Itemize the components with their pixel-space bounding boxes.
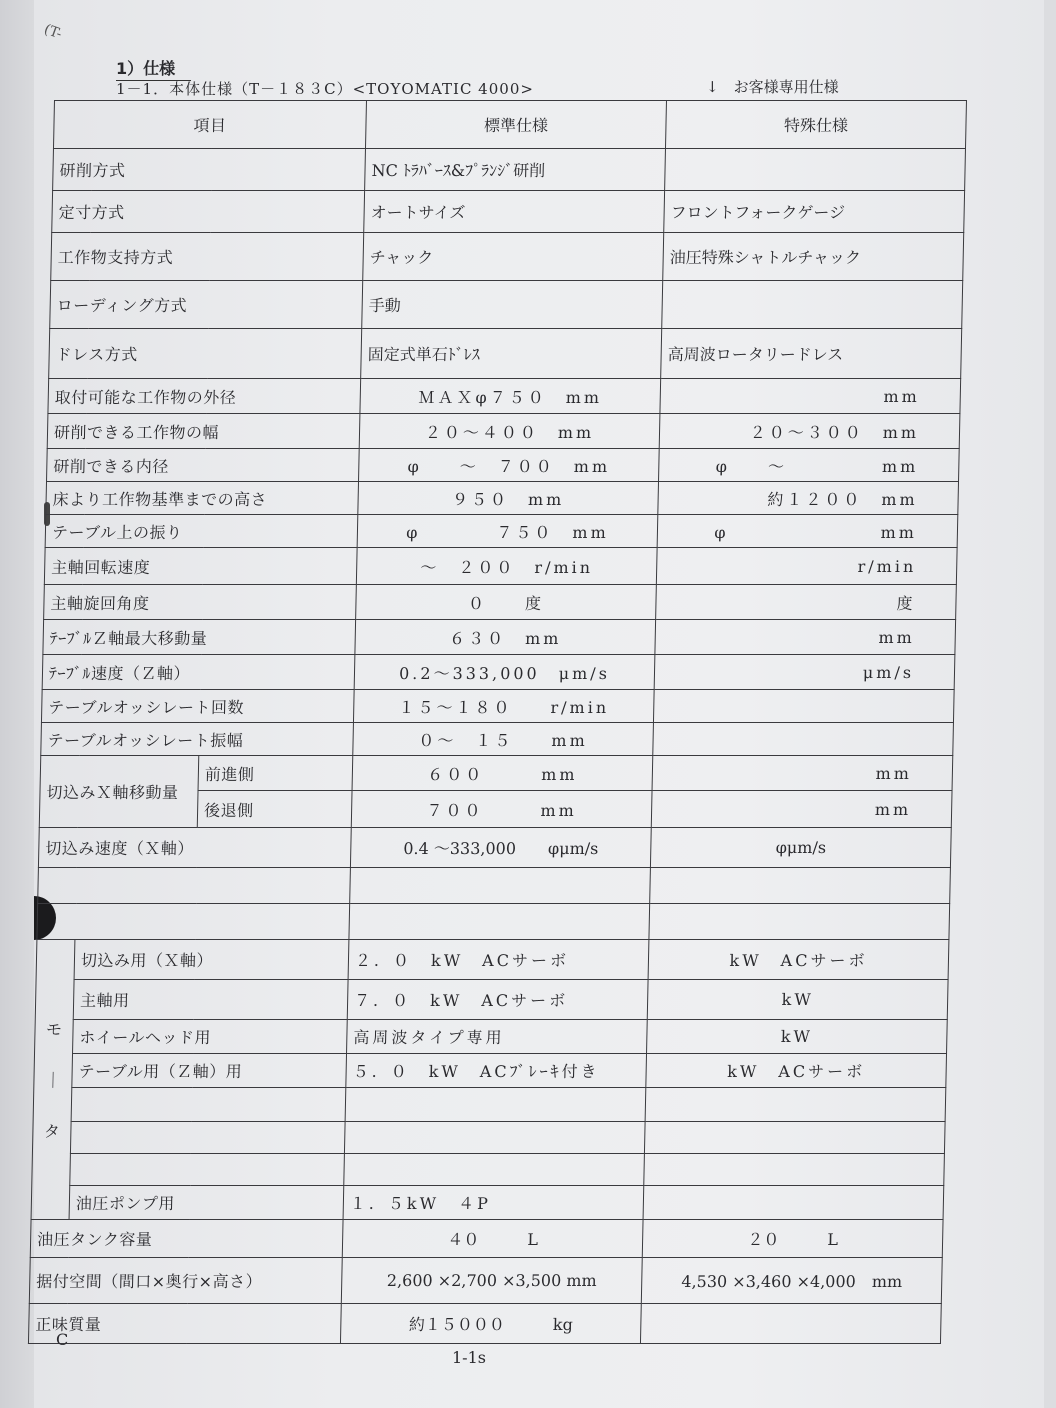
blank-cell: [349, 904, 650, 940]
row-item: 主軸旋回角度: [44, 585, 357, 620]
table-row: [40, 756, 953, 791]
blank-row: [37, 904, 950, 940]
header-special: 特殊仕様: [666, 101, 967, 149]
row-item: 正味質量: [28, 1304, 341, 1344]
row-standard: ６３０ mm: [355, 620, 656, 655]
tab-label: (T-: [41, 21, 64, 43]
table-row: [47, 414, 960, 449]
table-row: [38, 828, 951, 868]
table-row: [41, 723, 954, 756]
infeed-backward-label: 後退側: [197, 791, 352, 828]
row-item: テーブルオッシレート回数: [41, 690, 354, 723]
blank-cell: [350, 868, 651, 904]
blank-row: [38, 868, 951, 904]
row-standard: φ ～ ７００ mm: [359, 449, 660, 482]
row-special: 油圧特殊シャトルチャック: [663, 233, 964, 281]
row-special: [665, 149, 966, 191]
motor-row: [36, 940, 949, 980]
table-row: [48, 379, 961, 414]
motor-item: 切込み用（Ｘ軸）: [74, 940, 349, 980]
row-special: μm/s: [654, 655, 955, 690]
row-special: ２０～３００ mm: [659, 414, 960, 449]
table-row: [44, 548, 957, 585]
table-row: [49, 329, 962, 379]
row-standard: 手動: [362, 281, 663, 329]
row-item: 定寸方式: [52, 191, 365, 233]
infeed-speed-standard: 0.4 ～333,000 φμm/s: [350, 828, 651, 868]
customer-spec-note: ↓ お客様専用仕様: [706, 78, 839, 96]
row-standard: チャック: [363, 233, 664, 281]
table-row: [45, 515, 958, 548]
row-standard: 約１５０００ kg: [340, 1304, 641, 1344]
table-row: [52, 191, 965, 233]
motor-item: ホイールヘッド用: [73, 1020, 348, 1054]
row-item: ﾃｰﾌﾞﾙＺ軸最大移動量: [43, 620, 356, 655]
motor-standard: ７．０ kW ACサーボ: [347, 980, 648, 1020]
table-row: [29, 1258, 942, 1304]
motor-group-char: タ: [43, 1122, 61, 1141]
motor-special: kW ACサーボ: [646, 1054, 947, 1088]
row-special: [653, 690, 954, 723]
motor-special: kW: [647, 980, 948, 1020]
row-item: テーブル上の振り: [45, 515, 358, 548]
motor-row: [34, 1054, 947, 1088]
row-special: [653, 723, 954, 756]
row-special: φ mm: [657, 515, 958, 548]
motor-item: 油圧ポンプ用: [69, 1186, 344, 1220]
motor-special: kW ACサーボ: [648, 940, 949, 980]
motor-group-label: [31, 940, 75, 1220]
infeed-item: 切込みＸ軸移動量: [39, 756, 199, 828]
spec-table: [28, 100, 967, 1344]
blank-cell: [649, 904, 950, 940]
infeed-backward-special: mm: [651, 791, 952, 828]
infeed-speed-item: 切込み速度（Ｘ軸）: [38, 828, 351, 868]
table-row: [53, 149, 966, 191]
motor-special: kW: [647, 1020, 948, 1054]
table-row: [51, 233, 964, 281]
motor-item: テーブル用（Ｚ軸）用: [72, 1054, 347, 1088]
table-row: [43, 620, 956, 655]
row-special: ２０ L: [642, 1220, 943, 1258]
row-item: 取付可能な工作物の外径: [48, 379, 361, 414]
row-item: 研削できる内径: [47, 449, 360, 482]
motor-row: [31, 1186, 944, 1220]
row-item: 研削できる工作物の幅: [47, 414, 360, 449]
blank-cell: [37, 904, 350, 940]
motor-special: [644, 1154, 945, 1186]
infeed-forward-special: mm: [652, 756, 953, 791]
table-row: [28, 1304, 941, 1344]
row-item: ドレス方式: [49, 329, 362, 379]
table-row: [30, 1220, 943, 1258]
row-item: テーブルオッシレート振幅: [41, 723, 354, 756]
row-standard: オートサイズ: [364, 191, 665, 233]
motor-row: [33, 1088, 946, 1122]
motor-standard: [344, 1154, 645, 1186]
header-standard: 標準仕様: [366, 101, 667, 149]
row-standard: φ ７５０ mm: [357, 515, 658, 548]
header-item: 項目: [53, 101, 366, 149]
row-special: 約１２００ mm: [658, 482, 959, 515]
motor-standard: １．５kW ４P: [343, 1186, 644, 1220]
motor-row: [35, 1020, 948, 1054]
motor-standard: ５．０ kW ACﾌﾞﾚｰｷ付き: [346, 1054, 647, 1088]
row-standard: 0.2～333,000 μm/s: [354, 655, 655, 690]
corner-mark: C: [56, 1330, 69, 1349]
table-row: [44, 585, 957, 620]
blank-cell: [38, 868, 351, 904]
row-item: 油圧タンク容量: [30, 1220, 343, 1258]
table-row: [47, 449, 960, 482]
infeed-forward-label: 前進側: [198, 756, 353, 791]
motor-row: [32, 1154, 945, 1186]
row-special: フロントフォークゲージ: [664, 191, 965, 233]
row-standard: ９５０ mm: [358, 482, 659, 515]
row-item: 据付空間（間口×奥行×高さ）: [29, 1258, 342, 1304]
infeed-forward-standard: ６００ mm: [352, 756, 653, 791]
table-row: [50, 281, 963, 329]
motor-group-char: ｜: [44, 1071, 62, 1090]
row-standard: ４０ L: [342, 1220, 643, 1258]
row-special: [662, 281, 963, 329]
table-row: [41, 690, 954, 723]
row-special: [640, 1304, 941, 1344]
row-item: 主軸回転速度: [44, 548, 357, 585]
row-standard: ２０～４００ mm: [359, 414, 660, 449]
row-special: 高周波ロータリードレス: [661, 329, 962, 379]
header-row: [53, 101, 966, 149]
row-item: 床より工作物基準までの高さ: [46, 482, 359, 515]
motor-group-char: モ: [45, 1020, 63, 1039]
motor-row: [32, 1122, 945, 1154]
row-special: r/min: [656, 548, 957, 585]
motor-item: [70, 1122, 345, 1154]
row-special: mm: [660, 379, 961, 414]
motor-standard: 高周波タイプ専用: [347, 1020, 648, 1054]
motor-item: 主軸用: [73, 980, 348, 1020]
section-title: 1）仕様: [116, 56, 191, 81]
row-standard: ０～ １５ mm: [353, 723, 654, 756]
row-item: ﾃｰﾌﾞﾙ速度（Ｚ軸）: [42, 655, 355, 690]
row-item: ローディング方式: [50, 281, 363, 329]
row-special: φ ～ mm: [659, 449, 960, 482]
row-item: 研削方式: [53, 149, 366, 191]
row-standard: 固定式単石ﾄﾞﾚｽ: [361, 329, 662, 379]
table-row: [46, 482, 959, 515]
row-standard: ～ ２００ r/min: [356, 548, 657, 585]
binder-edge: [0, 0, 34, 1408]
page-number: 1-1s: [452, 1348, 486, 1367]
motor-item: [71, 1088, 346, 1122]
row-standard: NC ﾄﾗﾊﾞｰｽ&ﾌﾟﾗﾝｼﾞ研削: [365, 149, 666, 191]
motor-standard: ２．０ kW ACサーボ: [348, 940, 649, 980]
row-special: mm: [655, 620, 956, 655]
row-special: 度: [656, 585, 957, 620]
motor-item: [70, 1154, 345, 1186]
row-standard: １５～１８０ r/min: [353, 690, 654, 723]
blank-cell: [650, 868, 951, 904]
row-standard: ０ 度: [356, 585, 657, 620]
motor-row: [35, 980, 948, 1020]
motor-standard: [345, 1088, 646, 1122]
table-row: [42, 655, 955, 690]
table-title: 1－1．本体仕様（T－１８３C）<TOYOMATIC 4000>: [116, 80, 534, 98]
infeed-backward-standard: ７００ mm: [351, 791, 652, 828]
row-standard: 2,600 ×2,700 ×3,500 mm: [341, 1258, 642, 1304]
motor-special: [644, 1122, 945, 1154]
motor-standard: [344, 1122, 645, 1154]
row-standard: ＭＡＸφ７５０ mm: [360, 379, 661, 414]
motor-special: [643, 1186, 944, 1220]
motor-special: [645, 1088, 946, 1122]
row-item: 工作物支持方式: [51, 233, 364, 281]
row-special: 4,530 ×3,460 ×4,000 mm: [641, 1258, 942, 1304]
infeed-speed-special: φμm/s: [650, 828, 951, 868]
